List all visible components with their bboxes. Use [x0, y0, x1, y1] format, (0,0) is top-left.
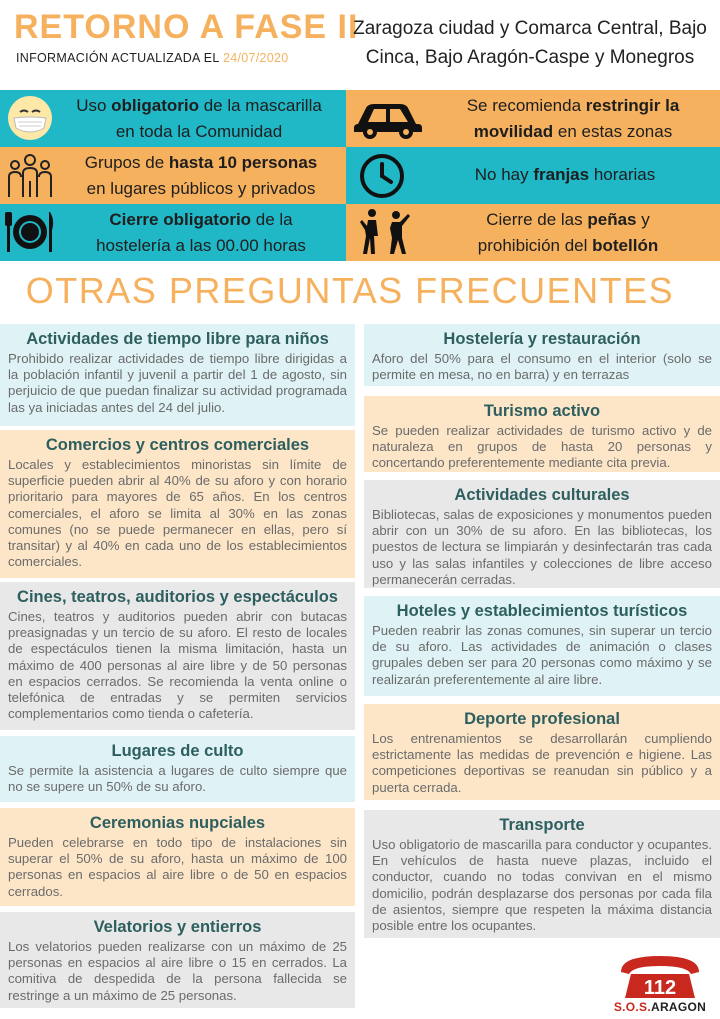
faq-card-title: Actividades de tiempo libre para niños [26, 330, 329, 348]
update-info [16, 51, 289, 65]
region-text [344, 14, 716, 72]
faq-card-cinemas [0, 582, 355, 730]
faq-card-hospitality [364, 324, 720, 386]
faq-card-funerals [0, 912, 355, 1008]
faq-card-weddings [0, 808, 355, 906]
hospitality-text: Cierre obligatorio de la hostelería a las 00.00 horas [96, 210, 306, 255]
faq-card-title: Transporte [499, 816, 585, 834]
faq-card-tourism [364, 396, 720, 472]
faq-card-worship [0, 736, 355, 802]
logo-number: 112 [643, 977, 677, 999]
faq-card-text: Pueden reabrir las zonas comunes, sin superar un tercio de su aforo. Las actividades de animación o clases grupales deben ser para 20 personas como máximo y se realizarán preferentemente al aire libre. [372, 623, 712, 687]
faq-card-title: Deporte profesional [464, 710, 620, 728]
faq-card-text: Aforo del 50% para el consumo en el interior (solo se permite en mesa, no en barra) y en terrazas [372, 351, 712, 383]
faq-card-title: Turismo activo [483, 402, 601, 420]
faq-card-text: Cines, teatros y auditorios pueden abrir con butacas preasignadas y un tercio de su aforo. El resto de locales de espectáculos tienen la misma limitación, hasta un máximo de 400 personas al aire libre y de 50 personas en espacios cerrados. Se recomienda la venta online o telefónica de entradas y se permiten servicios complementarios como tienda o cafetería. [8, 609, 347, 722]
dancing-people-icon [356, 206, 412, 258]
mask-face-icon [6, 94, 54, 142]
faq-card-title: Hoteles y establecimientos turísticos [396, 602, 688, 620]
faq-card-kids [0, 324, 355, 426]
region-line-1: Zaragoza ciudad y Comarca Central, Bajo [353, 18, 707, 39]
faq-card-text: Pueden celebrarse en todo tipo de instalaciones sin superar el 50% de su aforo, hasta un máximo de 100 personas en espacios al aire libre o de 50 en espacios cerrados. [8, 835, 347, 899]
faq-card-culture [364, 480, 720, 588]
region-line-2: Cinca, Bajo Aragón-Caspe y Monegros [365, 47, 695, 68]
logo-text: S.O.S.ARAGON [613, 1000, 707, 1014]
faq-card-title: Cines, teatros, auditorios y espectáculos [17, 588, 338, 606]
faq-card-title: Ceremonias nupciales [89, 814, 266, 832]
faq-card-text: Los entrenamientos se desarrollarán cumpliendo estrictamente las medidas de prevención e higiene. Las competiciones deportivas se reanudan sin público y a puerta cerrada. [372, 731, 712, 795]
update-date: 24/07/2020 [223, 51, 289, 65]
faq-card-title: Hostelería y restauración [443, 330, 641, 348]
phone-112-icon [607, 950, 713, 1002]
faq-card-transport [364, 810, 720, 938]
header [0, 0, 720, 88]
faq-card-text: Se pueden realizar actividades de turismo activo y de naturaleza en grupos de hasta 20 personas y concertando preferentemente mediante cita previa. [372, 423, 712, 471]
car-icon [352, 98, 424, 140]
mask-text: Uso obligatorio de la mascarilla en toda la Comunidad [76, 96, 322, 141]
faq-card-text: Uso obligatorio de mascarilla para conductor y ocupantes. En vehículos de hasta nueve plazas, incluido el conductor, cuando no todas convivan en el mismo domicilio, podrán desplazarse dos personas por cada fila de asientos, siempre que respeten la máxima distancia posible entre los ocupantes. [372, 837, 712, 934]
faq-card-title: Actividades culturales [454, 486, 630, 504]
faq-card-title: Comercios y centros comerciales [45, 436, 310, 454]
measures-banner [0, 90, 720, 260]
people-group-icon [4, 151, 56, 199]
groups-text: Grupos de hasta 10 personas en lugares públicos y privados [84, 153, 318, 198]
clock-icon [358, 152, 406, 200]
faq-card-sports [364, 704, 720, 800]
faq-card-text: Bibliotecas, salas de exposiciones y monumentos pueden abrir con un 30% de su aforo. En las bibliotecas, los puestos de lectura se limpiarán y desinfectarán tras cada uso y las salas infantiles y colecciones de libre acceso permanecerán cerradas. [372, 507, 712, 587]
faq-card-text: Los velatorios pueden realizarse con un máximo de 25 personas en espacios al aire libre o 15 en cerrados. La comitiva de despedida de la persona fallecida se restringe a un máximo de 25 personas. [8, 939, 347, 1003]
penas-text: Cierre de las peñas y prohibición del botellón [477, 210, 659, 255]
faq-card-hotels [364, 596, 720, 696]
faq-card-title: Velatorios y entierros [93, 918, 262, 936]
update-label: INFORMACIÓN ACTUALIZADA EL [16, 51, 220, 65]
faq-card-text: Prohibido realizar actividades de tiempo libre dirigidas a la población infantil y juvenil a partir del 1 de agosto, sin perjuicio de que puedan finalizar su actividad programada las ya iniciadas antes del 24 del julio. [8, 351, 347, 415]
faq-card-text: Se permite la asistencia a lugares de culto siempre que no se supere un 50% de su aforo. [8, 763, 347, 795]
faq-card-commerce [0, 430, 355, 578]
schedule-text: No hay franjas horarias [474, 165, 656, 184]
mobility-text: Se recomienda restringir la movilidad en estas zonas [466, 96, 680, 141]
faq-card-text: Locales y establecimientos minoristas sin límite de superficie pueden abrir al 40% de su aforo y con horario prioritario para mayores de 65 años. En los centros comerciales, el aforo se limita al 30% en las zonas comunes (no se puede permanecer en ellas, pero sí transitar) y al 40% en cada uno de los establecimientos comerciales. [8, 457, 347, 570]
sos-aragon-logo [607, 950, 713, 1018]
page-title: RETORNO A FASE II [14, 8, 359, 46]
plate-cutlery-icon [4, 208, 56, 256]
faq-title: OTRAS PREGUNTAS FRECUENTES [25, 270, 675, 311]
faq-card-title: Lugares de culto [111, 742, 244, 760]
